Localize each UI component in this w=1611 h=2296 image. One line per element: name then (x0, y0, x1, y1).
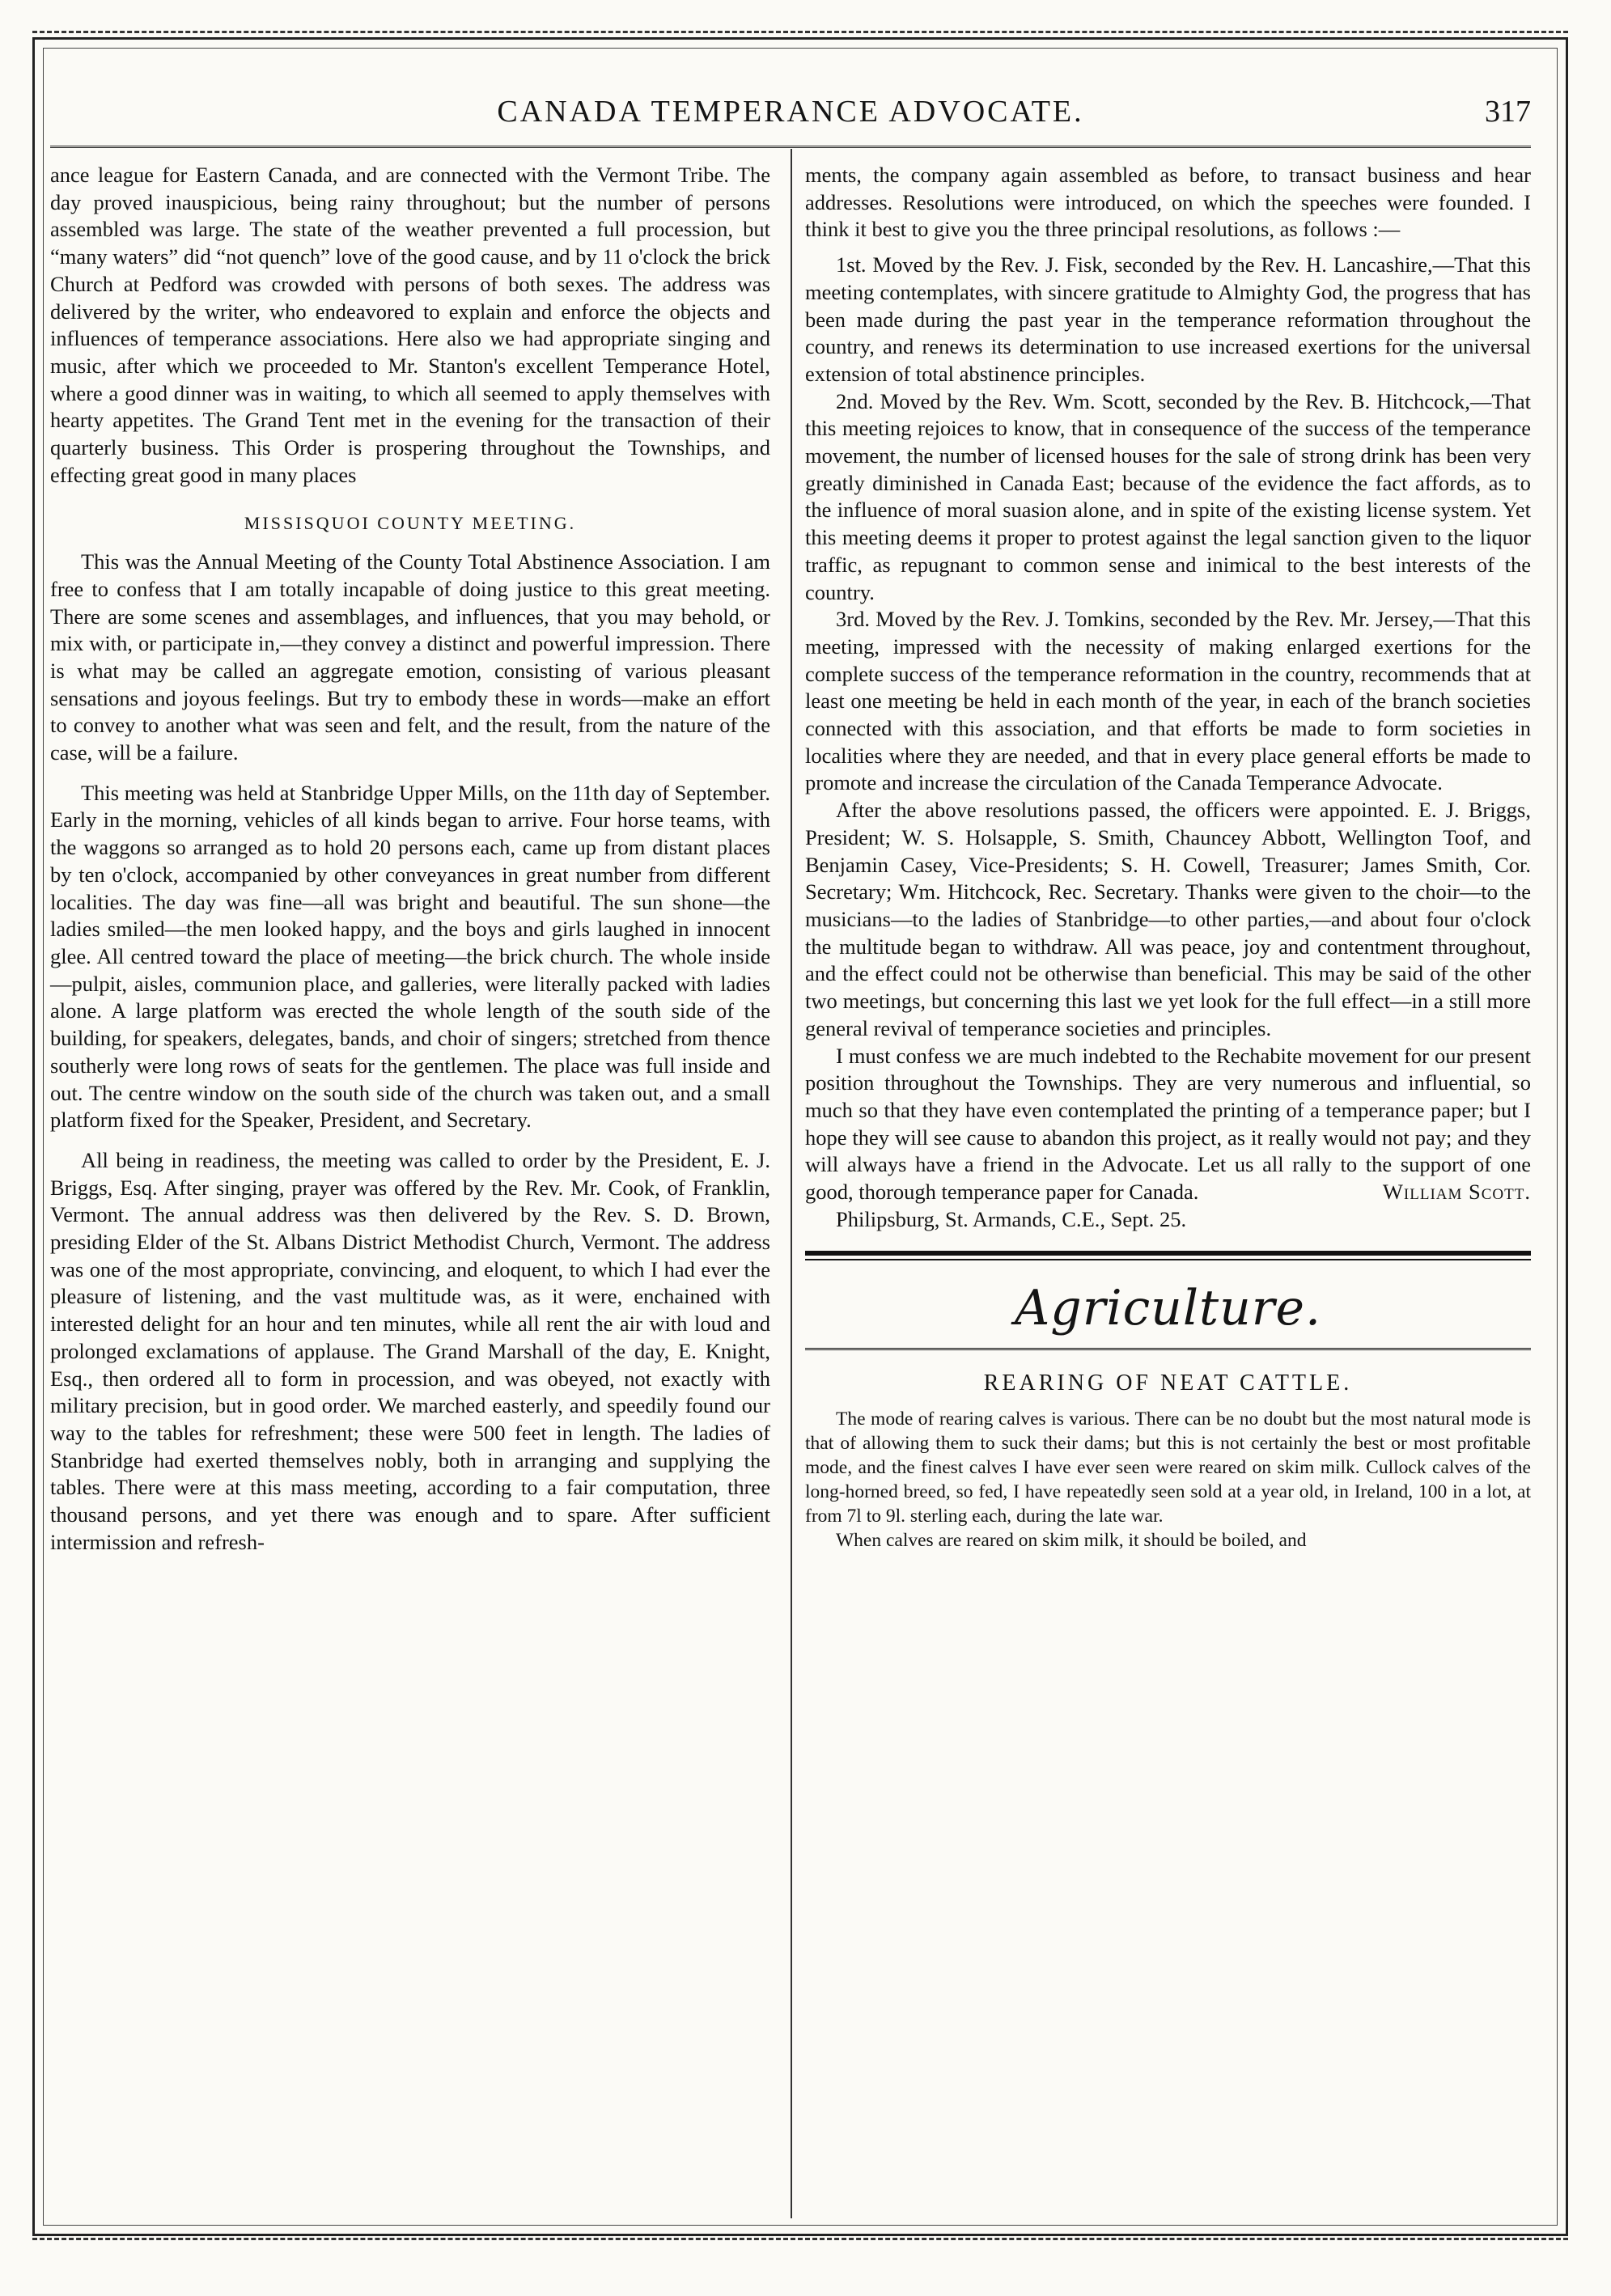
article-title: REARING OF NEAT CATTLE. (983, 1370, 1353, 1396)
paragraph: This was the Annual Meeting of the County Total Abstinence Association. I am free to confess that I am totally incapable of doing justice to this great meeting. There are some scenes and assemblages, and influences, that you may behold, or mix with, or participate in,—they convey a distinct and powerful impression. There is what may be called an aggregate emotion, consisting of various pleasant sensations and joyous feelings. But try to embody these in words—make an effort to convey to another what was seen and felt, and the result, from the nature of the case, will be a failure. (50, 549, 770, 765)
paragraph: ance league for Eastern Canada, and are connected with the Vermont Tribe. The day proved inauspicious, being rainy throughout; but the number of persons assembled was large. The state of the weather prevented a full procession, but “many waters” did “not quench” love of the good cause, and by 11 o'clock the brick Church at Pedford was crowded with persons of both sexes. The address was delivered by the writer, who endeavored to explain and enforce the objects and influences of temperance associations. Here also we had appropriate singing and music, after which we proceeded to Mr. Stanton's excellent Temperance Hotel, where a good dinner was in waiting, to which all seemed to apply themselves with hearty appetites. The Grand Tent met in the evening for the transaction of their quarterly business. This Order is prospering throughout the Townships, and effecting great good in many places (50, 163, 770, 487)
dateline: Philipsburg, St. Armands, C.E., Sept. 25. (836, 1206, 1187, 1231)
resolution: 1st. Moved by the Rev. J. Fisk, seconded by the Rev. H. Lancashire,—That this meeting contemplates, with sincere gratitude to Almighty God, the progress that has been made during the past year in the temperance reformation throughout the country, and renews its determination to use increased exertions for the universal extension of total abstinence principles. (805, 252, 1531, 386)
paragraph: When calves are reared on skim milk, it should be boiled, and (836, 1530, 1307, 1552)
closing-text: I must confess we are much indebted to the Rechabite movement for our present position throughout the Townships. They are very numerous and influential, so much so that they have even contemplated the printing of a temperance paper; but I hope they will see cause to abandon this project, as it really would not pay; and they will always have a friend in the Advocate. Let us all rally to the support of one good, thorough temperance paper for Canada. (805, 1043, 1531, 1205)
section-rule-thin (805, 1259, 1531, 1260)
resolution: 2nd. Moved by the Rev. Wm. Scott, seconded by the Rev. B. Hitchcock,—That this meeting rejoices to know, that in consequence of the success of the temperance movement, the number of licensed houses for the sale of strong drink has been very greatly diminished in Canada East; because of the evidence the fact affords, as to the influence of moral suasion alone, and in spite of the existing license system. Yet this meeting deems it proper to protest against the legal sanction given to the liquor traffic, as repugnant to common sense and inimical to the best interests of the country. (805, 388, 1531, 604)
page-number: 317 (1485, 95, 1531, 129)
section-heading-agriculture: Agriculture. (1014, 1280, 1322, 1337)
left-column (50, 162, 770, 1556)
signature: William Scott. (1382, 1180, 1531, 1205)
resolution: 3rd. Moved by the Rev. J. Tomkins, seconded by the Rev. Mr. Jersey,—That this meeting, impressed with the necessity of making enlarged exertions for the complete success of the temperance reformation in the country, recommends that at least one meeting be held in each month of the year, in each of the branch societies connected with this association, and that efforts be made to form societies in localities where they are needed, and that in every place general efforts be made to promote and increase the circulation of the Canada Temperance Advocate. (805, 607, 1531, 795)
column-divider (791, 149, 792, 2218)
bottom-border-rule (32, 2238, 1568, 2240)
section-heading: MISSISQUOI COUNTY MEETING. (244, 513, 577, 534)
paragraph: ments, the company again assembled as before, to transact business and hear addresses. Resolutions were introduced, on which the speeches were founded. I think it best to give you the three principal resolutions, as follows :— (805, 163, 1531, 242)
section-rule (805, 1251, 1531, 1256)
right-column (805, 162, 1531, 1553)
paragraph: The mode of rearing calves is various. There can be no doubt but the most natural mode is that of allowing them to suck their dams; but this is not certainly the best or most profitable mode, and the finest calves I have ever seen were reared on skim milk. Cullock calves of the long-horned breed, so fed, I have repeatedly seen sold at a year old, in Ireland, 100 in a lot, at from 7l to 9l. sterling each, during the late war. (805, 1409, 1531, 1527)
section-rule (805, 1348, 1531, 1350)
top-border-rule (32, 31, 1568, 33)
page-header (50, 86, 1531, 142)
paragraph: All being in readiness, the meeting was called to order by the President, E. J. Briggs, Esq. After singing, prayer was offered by the Rev. Mr. Cook, of Franklin, Vermont. The annual address was then delivered by the Rev. S. D. Brown, presiding Elder of the St. Albans District Methodist Church, Vermont. The address was one of the most appropriate, convincing, and eloquent, to which I had ever the pleasure of listening, and the vast multitude was, as it were, enchained with interested delight for an hour and ten minutes, while all rent the air with loud and prolonged exclamations of applause. The Grand Marshall of the day, E. Knight, Esq., then ordered all to form in procession, and was obeyed, not exactly with military precision, but in good order. We marched easterly, and speedily found our way to the tables for refreshment; these were 500 feet in length. The ladies of Stanbridge had exerted themselves nobly, both in arranging and supplying the tables. There were at this mass meeting, according to a fair computation, three thousand persons, and yet there was enough and to spare. After sufficient intermission and refresh- (50, 1147, 770, 1554)
paragraph: After the above resolutions passed, the officers were appointed. E. J. Briggs, President; W. S. Holsapple, S. Smith, Chauncey Abbott, Wellington Toof, and Benjamin Casey, Vice-Presidents; S. H. Cowell, Treasurer; James Smith, Cor. Secretary; Wm. Hitchcock, Rec. Secretary. Thanks were given to the choir—to the musicians—to the ladies of Stanbridge—to other parties,—and about four o'clock the multitude began to withdraw. All was peace, joy and contentment throughout, and the effect could not be otherwise than beneficial. This may be said of the other two meetings, but concerning this last we yet look for the full effect—in a still more general revival of temperance societies and principles. (805, 798, 1531, 1040)
header-rule (50, 146, 1531, 148)
running-title: CANADA TEMPERANCE ADVOCATE. (497, 95, 1084, 129)
paragraph: This meeting was held at Stanbridge Upper Mills, on the 11th day of September. Early in the morning, vehicles of all kinds began to arrive. Four horse teams, with the waggons so arranged as to hold 20 persons each, came up from distant places by ten o'clock, accompanied by other conveyances in great number from different localities. The day was fine—all was bright and beautiful. The sun shone—the ladies smiled—the men looked happy, and the boys and girls laughed in innocent glee. All centred toward the place of meeting—the brick church. The whole inside—pulpit, aisles, communion place, and galleries, were literally packed with ladies alone. A large platform was erected the whole length of the south side of the building, for speakers, delegates, bands, and choir of singers; stretched from thence southerly were long rows of seats for the gentlemen. The place was full inside and out. The centre window on the south side of the church was taken out, and a small platform fixed for the Speaker, President, and Secretary. (50, 780, 771, 1133)
paragraph (805, 1043, 1531, 1206)
